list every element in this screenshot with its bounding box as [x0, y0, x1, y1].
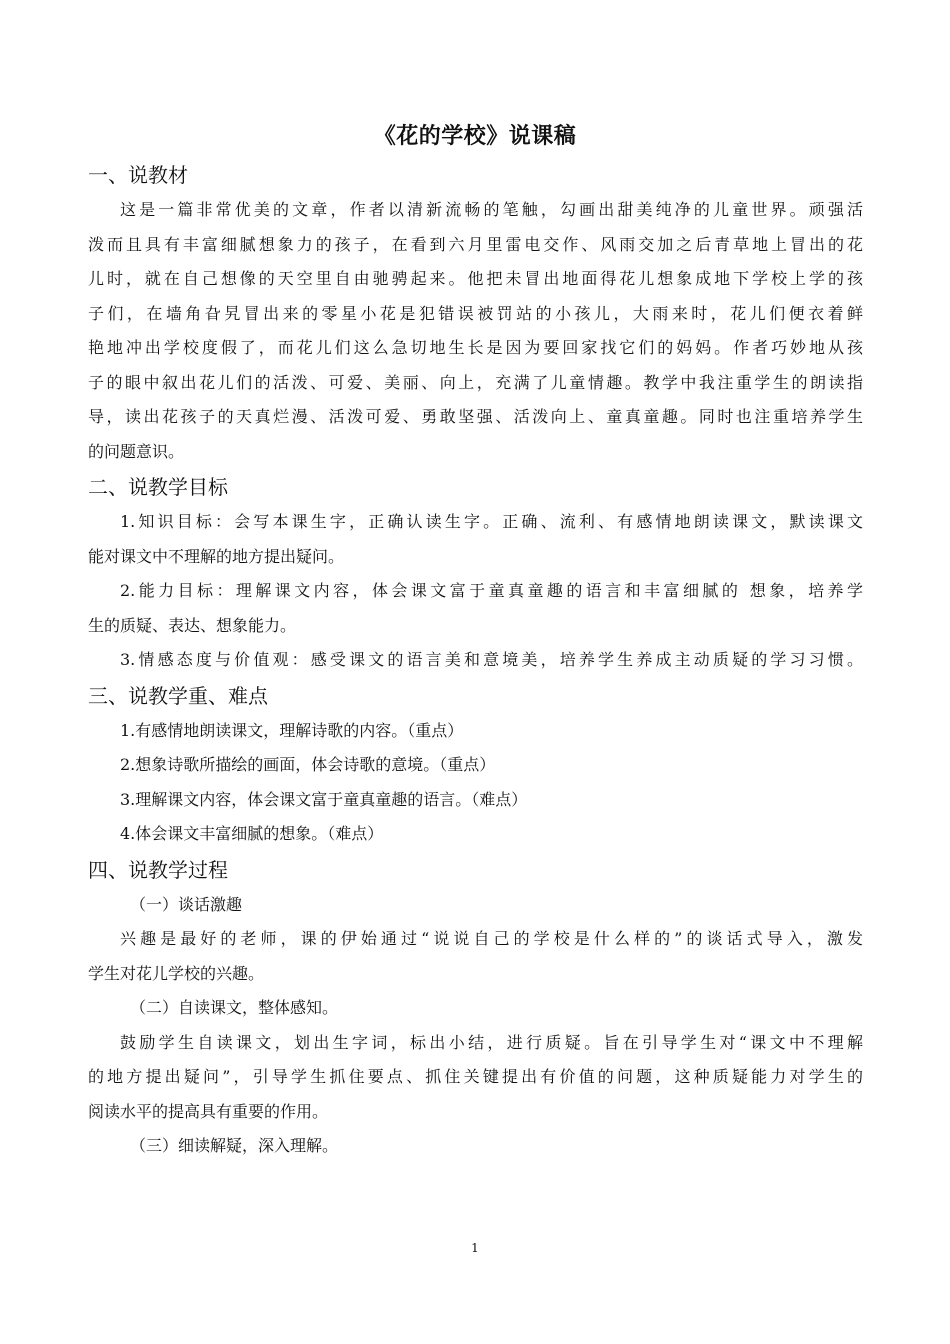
paragraph-line: 兴趣是最好的老师，课的伊始通过“说说自己的学校是什么样的”的谈话式导入，激发	[120, 929, 863, 948]
objective-line: 生的质疑、表达、想象能力。	[88, 615, 297, 635]
document-body	[88, 157, 863, 1164]
paragraph-line: 子们，在墙角旮旯冒出来的零星小花是犯错误被罚站的小孩儿，大雨来时，花儿们便衣着鲜	[88, 303, 863, 323]
paragraph-line: 儿时，就在自己想像的天空里自由驰骋起来。他把未冒出地面得花儿想象成地下学校上学的孩	[88, 269, 863, 288]
paragraph-line: 泼而且具有丰富细腻想象力的孩子，在看到六月里雷电交作、风雨交加之后青草地上冒出的花	[88, 234, 863, 254]
key-point-item: 3.理解课文内容，体会课文富于童真童趣的语言。（难点）	[120, 789, 528, 809]
page-number: 1	[471, 1241, 479, 1255]
paragraph-line: 子的眼中叙出花儿们的活泼、可爱、美丽、向上，充满了儿童情趣。教学中我注重学生的朗读指	[88, 372, 863, 392]
objective-line: 能对课文中不理解的地方提出疑问。	[88, 546, 345, 566]
section-heading: 二、说教学目标	[88, 475, 228, 499]
objective-line: 1.知识目标：会写本课生字，正确认读生字。正确、流利、有感情地朗读课文，默读课文	[120, 512, 863, 531]
section-heading: 一、说教材	[88, 163, 188, 187]
paragraph-line: 导，读出花孩子的天真烂漫、活泼可爱、勇敢坚强、活泼向上、童真童趣。同时也注重培养学生	[88, 407, 863, 426]
key-point-item: 4.体会课文丰富细腻的想象。（难点）	[120, 824, 384, 843]
key-point-item: 1.有感情地朗读课文，理解诗歌的内容。（重点）	[120, 720, 464, 740]
objective-line: 2.能力目标：理解课文内容，体会课文富于童真童趣的语言和丰富细腻的 想象，培养学	[120, 581, 863, 600]
section-heading: 四、说教学过程	[88, 857, 228, 882]
objective-line: 3.情感态度与价值观：感受课文的语言美和意境美，培养学生养成主动质疑的学习习惯。	[120, 650, 863, 669]
subsection-heading: （二）自读课文，整体感知。	[130, 998, 339, 1017]
subsection-heading: （一）谈话激趣	[130, 894, 243, 914]
paragraph-line: 鼓励学生自读课文，划出生字词，标出小结，进行质疑。旨在引导学生对“课文中不理解	[120, 1032, 863, 1052]
paragraph-line: 学生对花儿学校的兴趣。	[88, 963, 265, 983]
paragraph-line: 艳地冲出学校度假了，而花儿们这么急切地生长是因为要回家找它们的妈妈。作者巧妙地从孩	[88, 338, 863, 357]
key-point-item: 2.想象诗歌所描绘的画面，体会诗歌的意境。（重点）	[120, 755, 496, 774]
subsection-heading: （三）细读解疑，深入理解。	[130, 1136, 339, 1155]
paragraph-line: 阅读水平的提高具有重要的作用。	[88, 1101, 329, 1121]
paragraph-line: 的问题意识。	[88, 441, 185, 461]
section-heading: 三、说教学重、难点	[88, 683, 268, 708]
paragraph-line: 这是一篇非常优美的文章，作者以清新流畅的笔触，勾画出甜美纯净的儿童世界。顽强活	[120, 200, 863, 219]
paragraph-line: 的地方提出疑问”，引导学生抓住要点、抓住关键提出有价值的问题，这种质疑能力对学生的	[88, 1067, 863, 1086]
document-title: 《花的学校》说课稿	[373, 124, 577, 149]
